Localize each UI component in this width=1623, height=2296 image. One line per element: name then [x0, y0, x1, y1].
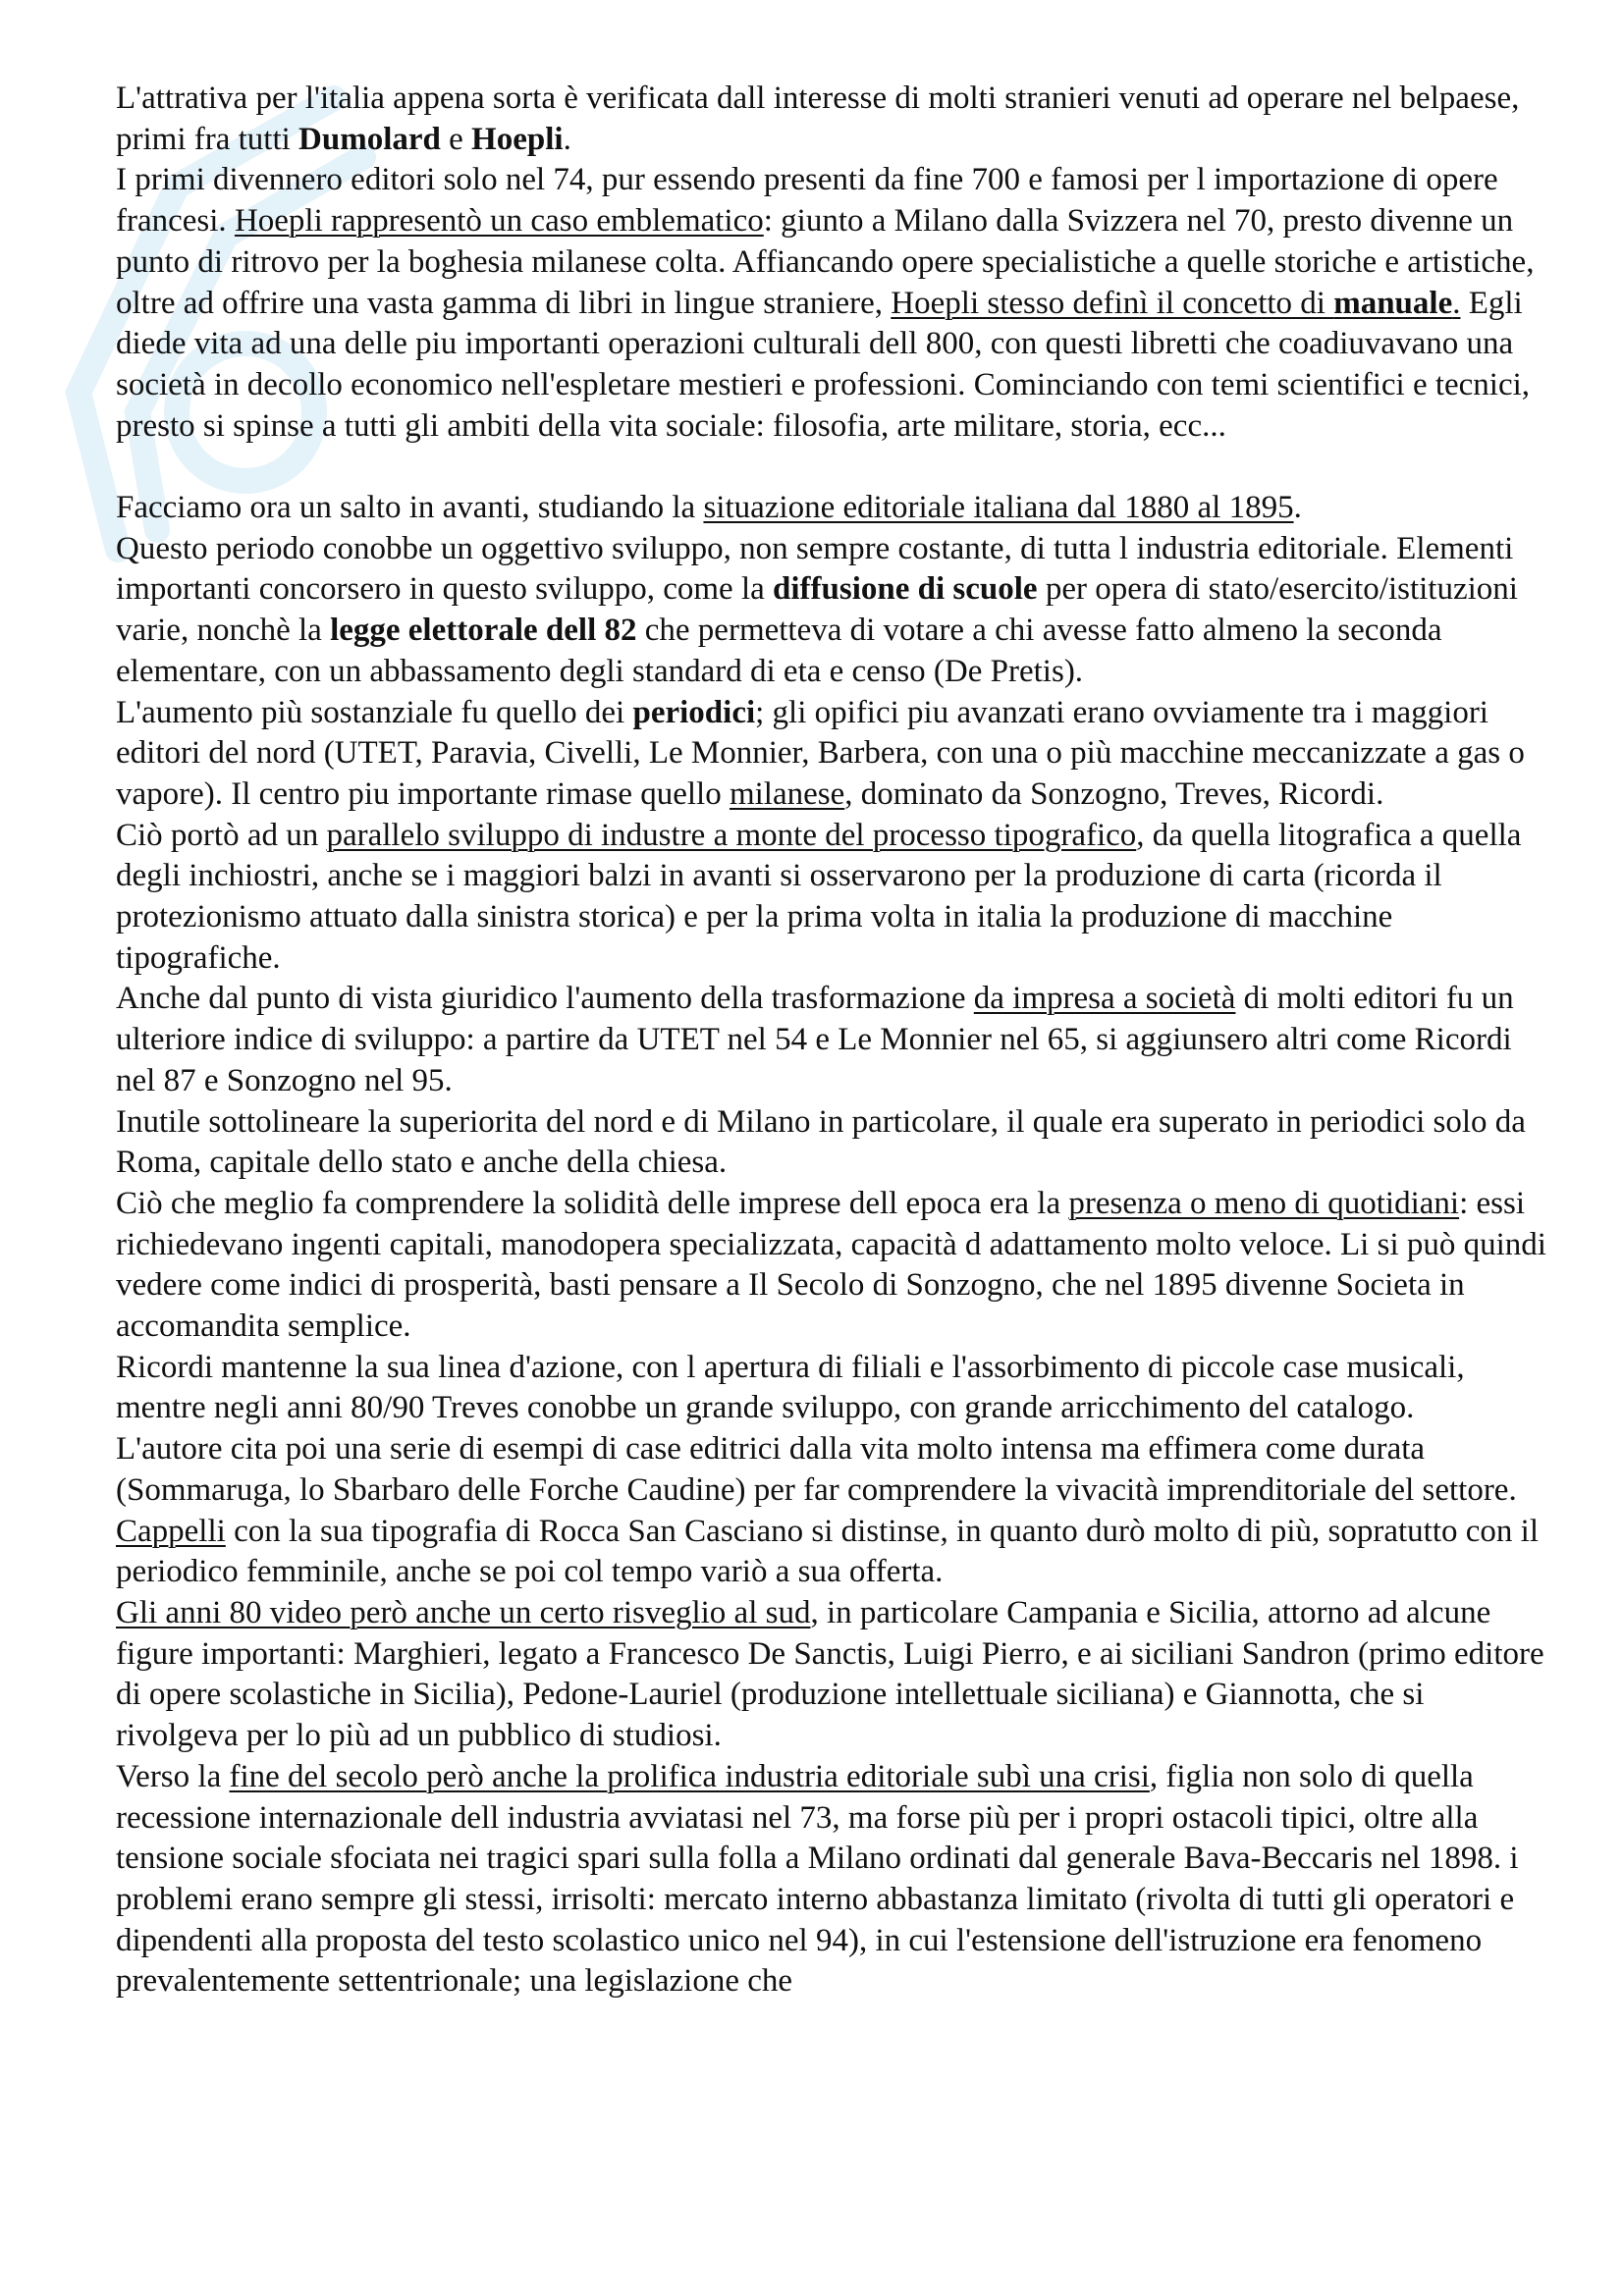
- text-run: Ciò che meglio fa comprendere la solidità delle imprese dell epoca era la: [116, 1185, 1069, 1221]
- text-run: : essi richiedevano ingenti capitali, manodopera specializzata, capacità d adattamento molto veloce. Li si può quindi vedere come indici di prosperità, basti pensare a Il Secolo di Sonzogno, che nel 1895 divenne Societa in accomandita semplice.: [116, 1185, 1546, 1345]
- paragraph: [116, 1757, 1549, 2002]
- text-run: , figlia non solo di quella recessione internazionale dell industria avviatasi nel 73, ma forse più per i propri ostacoli tipici, oltre alla tensione sociale sfociata nei tragici spari sulla folla a Milano ordinati dal generale Bava-Beccaris nel 1898. i problemi erano sempre gli stessi, irrisolti: mercato interno abbastanza limitato (rivolta di tutti gli operatori e dipendenti alla proposta del testo scolastico unico nel 94), in cui l'estensione dell'istruzione era fenomeno prevalentemente settentrionale; una legislazione che: [116, 1758, 1519, 2000]
- bold-text: diffusione di scuole: [773, 571, 1038, 608]
- paragraph: [116, 1348, 1549, 1429]
- text-run: .: [1293, 490, 1302, 526]
- bold-text: legge elettorale dell 82: [330, 613, 637, 649]
- underlined-text: presenza o meno di quotidiani: [1068, 1185, 1460, 1221]
- paragraph: [116, 79, 1549, 160]
- text-run: che permetteva di votare a chi avesse fatto almeno la seconda elementare, con un abbassamento degli standard di eta e censo (De Pretis).: [116, 613, 1442, 689]
- paragraph: [116, 488, 1549, 529]
- text-run: e: [440, 121, 472, 157]
- underlined-text: fine del secolo però anche la prolifica industria editoriale subì una crisi: [229, 1758, 1150, 1794]
- text-run: I primi divennero editori solo nel 74, pur essendo presenti da fine 700 e famosi per l importazione di opere francesi.: [116, 162, 1498, 240]
- text-run: per opera di stato/esercito/istituzioni varie, nonchè la: [116, 571, 1518, 649]
- underlined-text: situazione editoriale italiana dal 1880 al 1895: [703, 490, 1294, 526]
- text-run: L'autore cita poi una serie di esempi di case editrici dalla vita molto intensa ma effimera come durata (Sommaruga, lo Sbarbaro delle Forche Caudine) per far comprendere la vivacità imprenditoriale del settore.: [116, 1431, 1517, 1508]
- bold-text: Hoepli: [471, 121, 564, 157]
- bold-text: manuale: [1333, 285, 1453, 321]
- underlined-text: Gli anni 80 video però anche un certo risveglio al sud: [116, 1595, 811, 1630]
- text-run: Egli diede vita ad una delle piu importanti operazioni culturali dell 800, con questi libretti che coadiuvavano una società in decollo economico nell'espletare mestieri e professioni. Cominciando con temi scientifici e tecnici, presto si spinse a tutti gli ambiti della vita sociale: filosofia, arte militare, storia, ecc...: [116, 285, 1531, 444]
- text-run: L'attrativa per l'italia appena sorta è verificata dall interesse di molti stranieri venuti ad operare nel belpaese, primi fra tutti: [116, 80, 1520, 157]
- text-run: con la sua tipografia di Rocca San Casciano si distinse, in quanto durò molto di più, sopratutto con il periodico femminile, anche se poi col tempo variò a sua offerta.: [116, 1513, 1540, 1590]
- underlined-text: Cappelli: [116, 1513, 226, 1549]
- bold-text: periodici: [632, 694, 756, 730]
- text-run: Facciamo ora un salto in avanti, studiando la: [116, 490, 704, 526]
- paragraph: [116, 816, 1549, 980]
- paragraph: [116, 1184, 1549, 1348]
- underlined-text: da impresa a società: [973, 981, 1236, 1017]
- bold-text: Dumolard: [298, 121, 441, 157]
- underlined-text: milanese: [729, 775, 845, 812]
- paragraph: [116, 1102, 1549, 1184]
- text-run: .: [563, 121, 571, 157]
- text-run: ; gli opifici piu avanzati erano ovviamente tra i maggiori editori del nord (UTET, Paravia, Civelli, Le Monnier, Barbera, con una o più macchine meccanizzate a gas o vapore). Il centro piu importante rimase quello: [116, 694, 1525, 812]
- paragraph: [116, 979, 1549, 1101]
- paragraph: [116, 160, 1549, 447]
- text-run: , in particolare Campania e Sicilia, attorno ad alcune figure importanti: Marghieri, legato a Francesco De Sanctis, Luigi Pierro, e ai siciliani Sandron (primo editore di opere scolastiche in Sicilia), Pedone-Lauriel (produzione intellettuale siciliana) e Giannotta, che si rivolgeva per lo più ad un pubblico di studiosi.: [116, 1595, 1544, 1754]
- text-run: di molti editori fu un ulteriore indice di sviluppo: a partire da UTET nel 54 e Le Monnier nel 65, si aggiunsero altri come Ricordi nel 87 e Sonzogno nel 95.: [116, 981, 1514, 1098]
- underlined-text: .: [1452, 285, 1461, 321]
- text-run: Questo periodo conobbe un oggettivo sviluppo, non sempre costante, di tutta l industria editoriale. Elementi importanti concorsero in questo sviluppo, come la: [116, 530, 1514, 608]
- underlined-text: Hoepli stesso definì il concetto di: [891, 285, 1334, 321]
- underlined-text: parallelo sviluppo di industre a monte del processo tipografico: [326, 817, 1137, 853]
- text-run: , dominato da Sonzogno, Treves, Ricordi.: [844, 775, 1384, 812]
- text-run: , da quella litografica a quella degli inchiostri, anche se i maggiori balzi in avanti si osservarono per la produzione di carta (ricorda il protezionismo attuato dalla sinistra storica) e per la prima volta in italia la produzione di macchine tipografiche.: [116, 817, 1522, 976]
- text-run: Ciò portò ad un: [116, 817, 327, 853]
- text-run: Anche dal punto di vista giuridico l'aumento della trasformazione: [116, 981, 974, 1017]
- paragraph: [116, 693, 1549, 816]
- text-run: Inutile sottolineare la superiorita del nord e di Milano in particolare, il quale era superato in periodici solo da Roma, capitale dello stato e anche della chiesa.: [116, 1103, 1526, 1181]
- text-run: Verso la: [116, 1758, 230, 1794]
- paragraph-gap: [116, 447, 1549, 488]
- paragraph: [116, 1593, 1549, 1757]
- document-page: [116, 79, 1549, 2002]
- paragraph: [116, 1429, 1549, 1593]
- text-run: Ricordi mantenne la sua linea d'azione, con l apertura di filiali e l'assorbimento di piccole case musicali, mentre negli anni 80/90 Treves conobbe un grande sviluppo, con grande arricchimento del catalogo.: [116, 1349, 1465, 1426]
- text-run: L'aumento più sostanziale fu quello dei: [116, 694, 633, 730]
- paragraph: [116, 529, 1549, 693]
- text-run: : giunto a Milano dalla Svizzera nel 70, presto divenne un punto di ritrovo per la boghesia milanese colta. Affiancando opere specialistiche a quelle storiche e artistiche, oltre ad offrire una vasta gamma di libri in lingue straniere,: [116, 203, 1535, 321]
- underlined-text: Hoepli rappresentò un caso emblematico: [234, 203, 764, 240]
